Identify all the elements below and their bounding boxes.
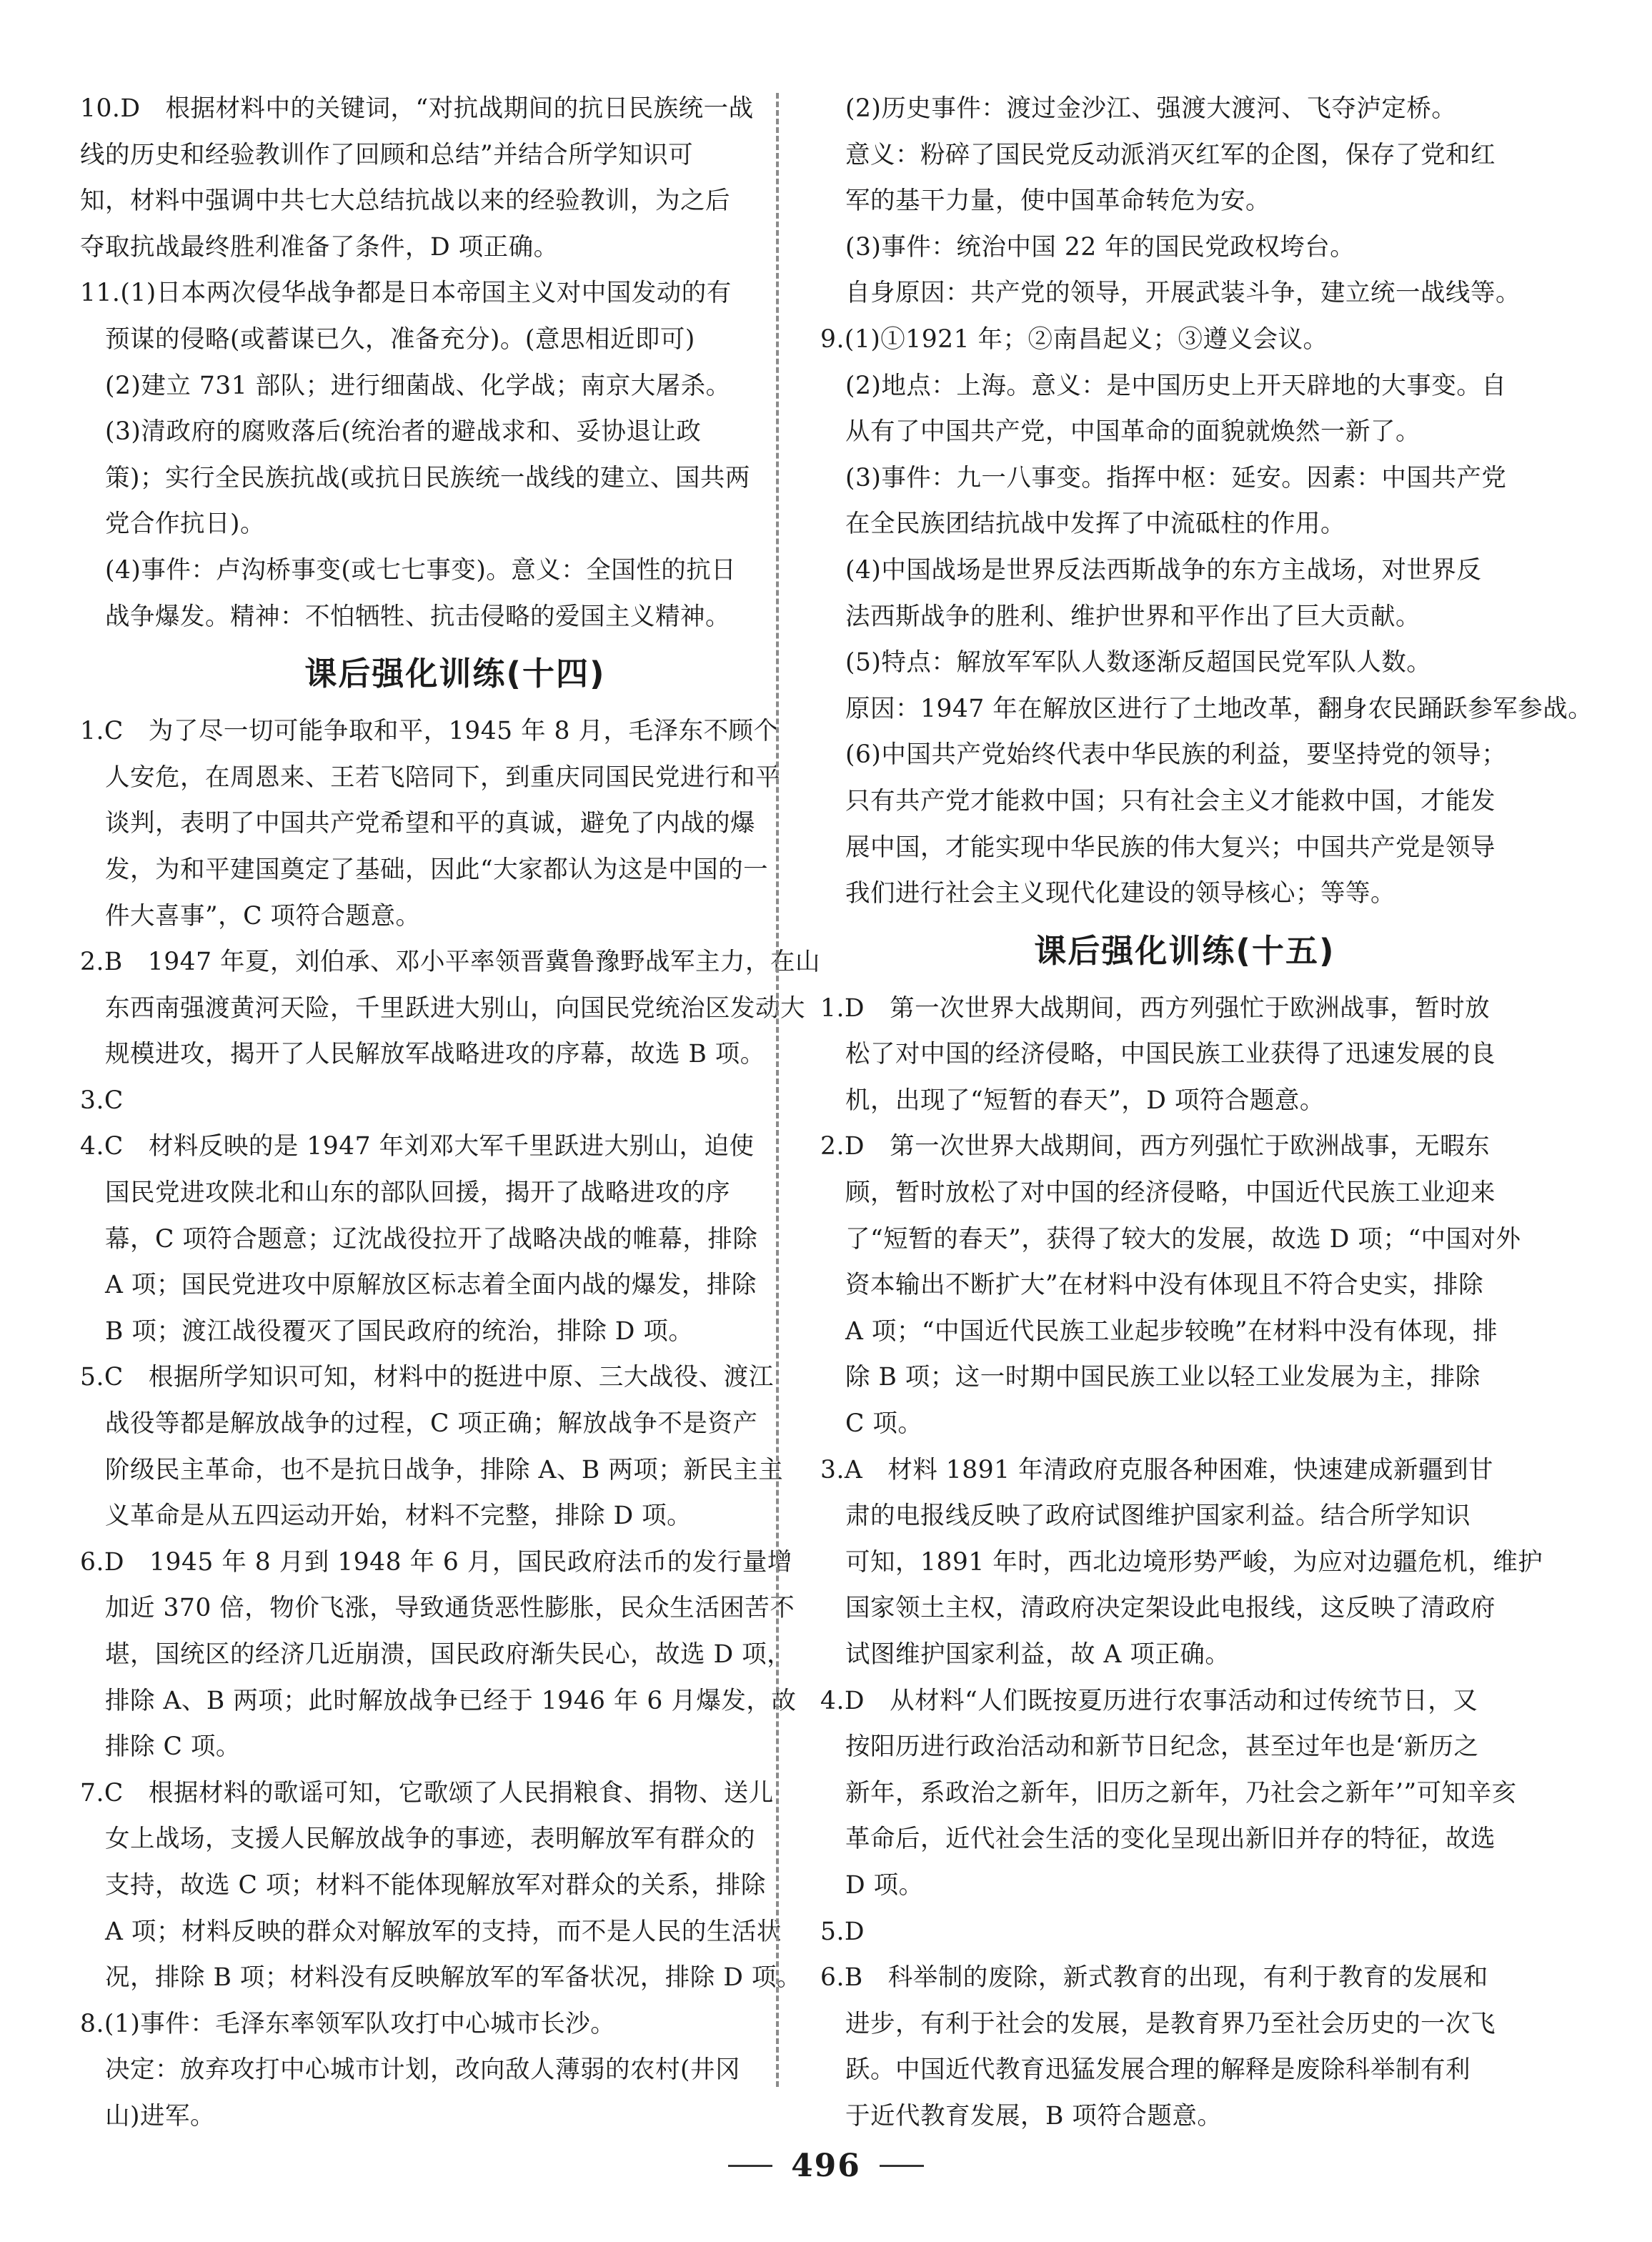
- text-line: A 项；材料反映的群众对解放军的支持，而不是人民的生活状: [80, 1917, 782, 1946]
- text-line: 5.D: [820, 1917, 865, 1946]
- text-line: 松了对中国的经济侵略，中国民族工业获得了迅速发展的良: [820, 1040, 1496, 1069]
- footer-dash-right: [880, 2165, 924, 2167]
- text-line: 3.A 材料 1891 年清政府克服各种困难，快速建成新疆到甘: [820, 1455, 1494, 1484]
- text-line: 我们进行社会主义现代化建设的领导核心；等等。: [820, 879, 1395, 908]
- text-line: 法西斯战争的胜利、维护世界和平作出了巨大贡献。: [820, 602, 1420, 631]
- text-line: D 项。: [820, 1870, 924, 1900]
- text-line: 预谋的侵略(或蓄谋已久，准备充分)。(意思相近即可): [80, 324, 695, 354]
- text-line: 4.D 从材料“人们既按夏历进行农事活动和过传统节日，又: [820, 1686, 1478, 1715]
- text-line: 6.D 1945 年 8 月到 1948 年 6 月，国民政府法币的发行量增: [80, 1547, 792, 1577]
- text-line: 件大喜事”，C 项符合题意。: [80, 901, 421, 931]
- footer-dash-left: [728, 2165, 772, 2167]
- text-line: 试图维护国家利益，故 A 项正确。: [820, 1640, 1230, 1669]
- text-line: (6)中国共产党始终代表中华民族的利益，要坚持党的领导；: [820, 740, 1507, 770]
- text-line: C 项。: [820, 1409, 923, 1439]
- text-line: 4.C 材料反映的是 1947 年刘邓大军千里跃进大别山，迫使: [80, 1132, 755, 1161]
- text-line: 人安危，在周恩来、王若飞陪同下，到重庆同国民党进行和平: [80, 763, 780, 792]
- text-line: 支持，故选 C 项；材料不能体现解放军对群众的关系，排除: [80, 1870, 766, 1900]
- section-15-title: 课后强化训练(十五): [1034, 931, 1335, 970]
- text-line: 在全民族团结抗战中发挥了中流砥柱的作用。: [820, 510, 1345, 539]
- text-line: 军的基干力量，使中国革命转危为安。: [820, 187, 1270, 216]
- text-line: 原因：1947 年在解放区进行了土地改革，翻身农民踊跃参军参战。: [820, 694, 1593, 723]
- text-line: 1.D 第一次世界大战期间，西方列强忙于欧洲战事，暂时放: [820, 993, 1491, 1023]
- text-line: 意义：粉碎了国民党反动派消灭红军的企图，保存了党和红: [820, 140, 1496, 169]
- text-line: 知，材料中强调中共七大总结抗战以来的经验教训，为之后: [80, 187, 730, 216]
- left-column: [80, 86, 821, 2140]
- text-line: A 项；国民党进攻中原解放区标志着全面内战的爆发，排除: [80, 1271, 757, 1300]
- text-line: 况，排除 B 项；材料没有反映解放军的军备状况，排除 D 项。: [80, 1963, 802, 1993]
- text-line: 从有了中国共产党，中国革命的面貌就焕然一新了。: [820, 417, 1420, 447]
- text-line: 7.C 根据材料的歌谣可知，它歌颂了人民捐粮食、捐物、送儿: [80, 1778, 774, 1807]
- text-line: 阶级民主革命，也不是抗日战争，排除 A、B 两项；新民主主: [80, 1455, 784, 1484]
- text-line: (4)中国战场是世界反法西斯战争的东方主战场，对世界反: [820, 555, 1482, 585]
- text-line: (5)特点：解放军军队人数逐渐反超国民党军队人数。: [820, 648, 1432, 678]
- text-line: 新年，系政治之新年，旧历之新年，乃社会之新年’”可知辛亥: [820, 1778, 1517, 1807]
- text-line: 9.(1)①1921 年；②南昌起义；③遵义会议。: [820, 324, 1328, 354]
- text-line: (3)事件：统治中国 22 年的国民党政权垮台。: [820, 232, 1355, 262]
- text-line: B 项；渡江战役覆灭了国民政府的统治，排除 D 项。: [80, 1316, 694, 1346]
- text-line: 3.C: [80, 1086, 124, 1115]
- text-line: 规模进攻，揭开了人民解放军战略进攻的序幕，故选 B 项。: [80, 1040, 765, 1069]
- text-line: 展中国，才能实现中华民族的伟大复兴；中国共产党是领导: [820, 833, 1496, 862]
- text-line: (3)事件：九一八事变。指挥中枢：延安。因素：中国共产党: [820, 463, 1507, 492]
- page-footer: [0, 2148, 1652, 2184]
- q10-11-answers: [80, 86, 766, 640]
- text-line: 策)；实行全民族抗战(或抗日民族统一战线的建立、国共两: [80, 463, 750, 492]
- text-line: 进步，有利于社会的发展，是教育界乃至社会历史的一次飞: [820, 2009, 1496, 2038]
- text-line: 10.D 根据材料中的关键词，“对抗战期间的抗日民族统一战: [80, 94, 754, 123]
- text-line: 除 B 项；这一时期中国民族工业以轻工业发展为主，排除: [820, 1363, 1481, 1392]
- text-line: 机，出现了“短暂的春天”，D 项符合题意。: [820, 1086, 1325, 1115]
- text-line: 谈判，表明了中国共产党希望和平的真诚，避免了内战的爆: [80, 809, 755, 838]
- text-line: 加近 370 倍，物价飞涨，导致通货恶性膨胀，民众生活困苦不: [80, 1594, 795, 1623]
- text-line: 线的历史和经验教训作了回顾和总结”并结合所学知识可: [80, 140, 694, 169]
- column-divider: [776, 93, 779, 2087]
- text-line: 排除 C 项。: [80, 1732, 241, 1762]
- text-line: 2.D 第一次世界大战期间，西方列强忙于欧洲战事，无暇东: [820, 1132, 1491, 1161]
- text-line: 1.C 为了尽一切可能争取和平，1945 年 8 月，毛泽东不顾个: [80, 717, 779, 746]
- page-number: 496: [791, 2148, 861, 2184]
- text-line: (2)历史事件：渡过金沙江、强渡大渡河、飞夺泸定桥。: [820, 94, 1457, 123]
- text-line: 排除 A、B 两项；此时解放战争已经于 1946 年 6 月爆发，故: [80, 1686, 797, 1715]
- text-line: 按阳历进行政治活动和新节日纪念，甚至过年也是‘新历之: [820, 1732, 1479, 1762]
- text-line: 夺取抗战最终胜利准备了条件，D 项正确。: [80, 232, 559, 262]
- text-line: 11.(1)日本两次侵华战争都是日本帝国主义对中国发动的有: [80, 279, 732, 308]
- text-line: 6.B 科举制的废除，新式教育的出现，有利于教育的发展和: [820, 1963, 1488, 1993]
- section-14-answers: [80, 708, 821, 2139]
- text-line: 决定：放弃攻打中心城市计划，改向敌人薄弱的农村(井冈: [80, 2055, 740, 2085]
- text-line: (3)清政府的腐败落后(统治者的避战求和、妥协退让政: [80, 417, 702, 447]
- text-line: 堪，国统区的经济几近崩溃，国民政府渐失民心，故选 D 项，: [80, 1640, 792, 1669]
- text-line: 自身原因：共产党的领导，开展武装斗争，建立统一战线等。: [820, 279, 1521, 308]
- text-line: (2)地点：上海。意义：是中国历史上开天辟地的大事变。自: [820, 371, 1507, 400]
- text-line: 2.B 1947 年夏，刘伯承、邓小平率领晋冀鲁豫野战军主力，在山: [80, 948, 821, 977]
- text-line: A 项；“中国近代民族工业起步较晚”在材料中没有体现，排: [820, 1316, 1498, 1346]
- text-line: 战争爆发。精神：不怕牺牲、抗击侵略的爱国主义精神。: [80, 602, 730, 631]
- text-line: 幕，C 项符合题意；辽沈战役拉开了战略决战的帷幕，排除: [80, 1224, 758, 1254]
- text-line: 党合作抗日)。: [80, 510, 265, 539]
- text-line: 山)进军。: [80, 2101, 215, 2131]
- text-line: 发，为和平建国奠定了基础，因此“大家都认为这是中国的一: [80, 855, 769, 884]
- text-line: 女上战场，支援人民解放战争的事迹，表明解放军有群众的: [80, 1825, 755, 1854]
- text-line: (4)事件：卢沟桥事变(或七七事变)。意义：全国性的抗日: [80, 555, 737, 585]
- text-line: 肃的电报线反映了政府试图维护国家利益。结合所学知识: [820, 1502, 1471, 1531]
- text-line: 可知，1891 年时，西北边境形势严峻，为应对边疆危机，维护: [820, 1547, 1543, 1577]
- text-line: 国民党进攻陕北和山东的部队回援，揭开了战略进攻的序: [80, 1179, 730, 1208]
- text-line: 资本输出不断扩大”在材料中没有体现且不符合史实，排除: [820, 1271, 1484, 1300]
- text-line: 顾，暂时放松了对中国的经济侵略，中国近代民族工业迎来: [820, 1179, 1496, 1208]
- section-15-answers: [820, 986, 1543, 2140]
- section-14-continued-answers: [820, 86, 1593, 917]
- text-line: 东西南强渡黄河天险，千里跃进大别山，向国民党统治区发动大: [80, 993, 805, 1023]
- text-line: 跃。中国近代教育迅猛发展合理的解释是废除科举制有利: [820, 2055, 1471, 2085]
- text-line: 只有共产党才能救中国；只有社会主义才能救中国，才能发: [820, 786, 1496, 815]
- text-line: 5.C 根据所学知识可知，材料中的挺进中原、三大战役、渡江: [80, 1363, 774, 1392]
- section-14-title: 课后强化训练(十四): [304, 655, 606, 693]
- text-line: 国家领土主权，清政府决定架设此电报线，这反映了清政府: [820, 1594, 1496, 1623]
- text-line: 8.(1)事件：毛泽东率领军队攻打中心城市长沙。: [80, 2009, 616, 2038]
- text-line: 于近代教育发展，B 项符合题意。: [820, 2101, 1223, 2131]
- text-line: 了“短暂的春天”，获得了较大的发展，故选 D 项；“中国对外: [820, 1224, 1521, 1254]
- text-line: 革命后，近代社会生活的变化呈现出新旧并存的特征，故选: [820, 1825, 1496, 1854]
- text-line: (2)建立 731 部队；进行细菌战、化学战；南京大屠杀。: [80, 371, 731, 400]
- text-line: 战役等都是解放战争的过程，C 项正确；解放战争不是资产: [80, 1409, 758, 1439]
- text-line: 义革命是从五四运动开始，材料不完整，排除 D 项。: [80, 1502, 692, 1531]
- right-column: [820, 86, 1593, 2140]
